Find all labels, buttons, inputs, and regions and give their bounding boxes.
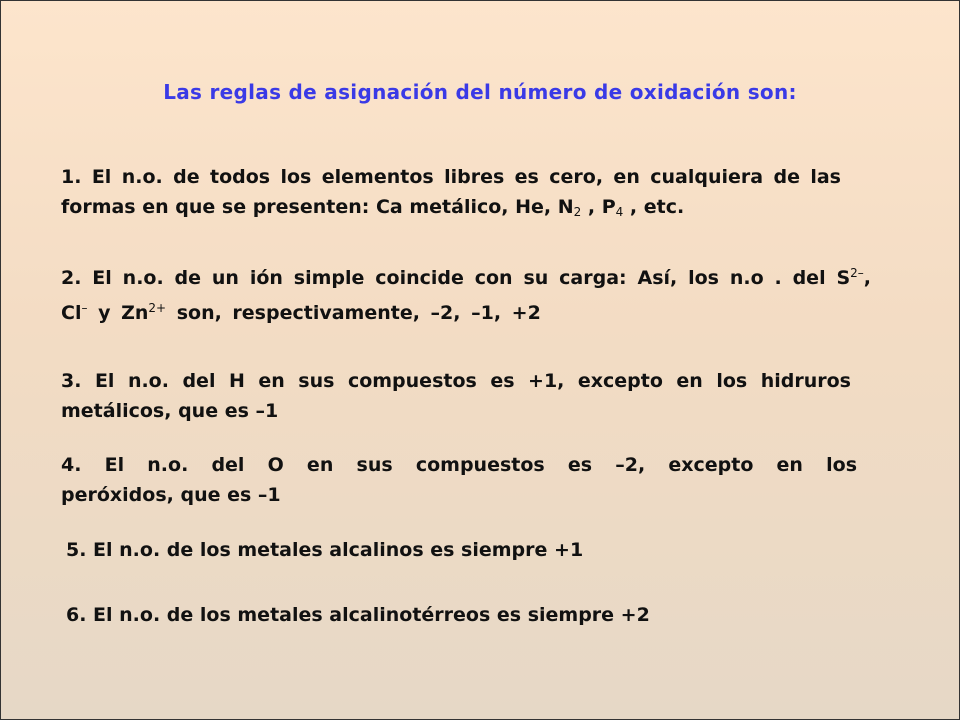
rule-3: 3. El n.o. del H en sus compuestos es +1, excepto en los hidruros metálicos, que es –1 — [61, 370, 851, 422]
rule-2 — [61, 258, 871, 328]
rule-6: 6. El n.o. de los metales alcalinotérreos es siempre +2 — [66, 604, 650, 626]
p4-subscript: 4 — [615, 205, 624, 219]
rule-2-text-b: , Cl — [61, 267, 871, 324]
rule-2-text-c: y Zn — [87, 302, 149, 324]
rule-1-text-a: 1. El n.o. de todos los elementos libres es cero, en cualquiera de las formas en que se presenten: Ca metálico, He, N — [61, 166, 841, 218]
rule-1 — [61, 162, 841, 227]
sulfide-charge: 2– — [850, 266, 864, 280]
rule-5: 5. El n.o. de los metales alcalinos es siempre +1 — [66, 539, 584, 561]
rule-1-text-c: , etc. — [623, 196, 685, 218]
rule-4-line-2: peróxidos, que es –1 — [61, 484, 281, 506]
rule-2-text-d: son, respectivamente, –2, –1, +2 — [166, 302, 541, 324]
slide-title: Las reglas de asignación del número de oxidación son: — [163, 80, 797, 104]
rule-4-line-1: 4. El n.o. del O en sus compuestos es –2, excepto en los — [61, 454, 857, 476]
zinc-charge: 2+ — [148, 301, 167, 315]
n2-subscript: 2 — [573, 205, 582, 219]
chloride-charge: – — [81, 301, 88, 315]
rule-4 — [61, 450, 857, 510]
rule-1-text-b: , P — [581, 196, 616, 218]
rule-2-text-a: 2. El n.o. de un ión simple coincide con su carga: Así, los n.o . del S — [61, 267, 851, 289]
